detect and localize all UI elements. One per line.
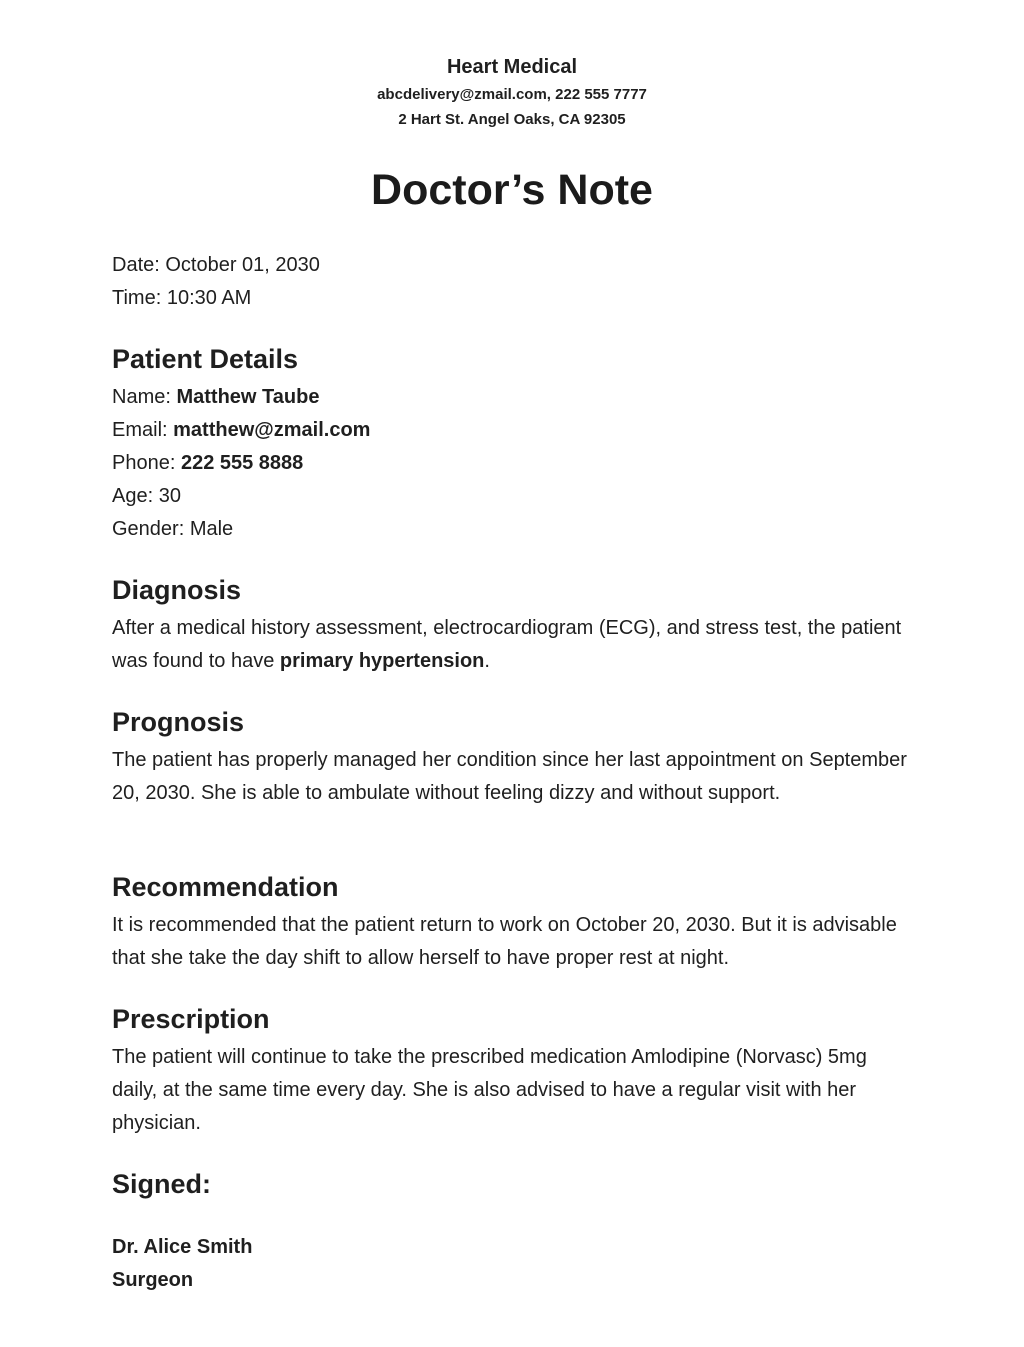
patient-phone-value: 222 555 8888 — [180, 452, 304, 474]
organization-name: Heart Medical — [446, 56, 578, 78]
patient-phone-label: Phone: — [112, 452, 181, 474]
patient-age-value: 30 — [158, 485, 181, 507]
patient-gender-value: Male — [189, 518, 234, 540]
patient-phone-line — [112, 447, 303, 480]
time-value: 10:30 AM — [166, 287, 252, 309]
organization-address: 2 Hart St. Angel Oaks, CA 92305 — [398, 111, 626, 128]
patient-details-heading: Patient Details — [112, 344, 299, 374]
recommendation-paragraph: It is recommended that the patient return to work on October 20, 2030. But it is advisable that she take the day shift to allow herself to have proper rest at night. — [112, 914, 897, 969]
patient-email-label: Email: — [112, 419, 174, 441]
diagnosis-text: After a medical history assessment, electrocardiogram (ECG), and stress test, the patient was found to have — [112, 617, 902, 672]
signer-role: Surgeon — [112, 1269, 194, 1291]
patient-gender-label: Gender: — [112, 518, 190, 540]
patient-gender-line — [112, 513, 233, 546]
patient-age-line — [112, 480, 181, 513]
prescription-paragraph: The patient will continue to take the prescribed medication Amlodipine (Norvasc) 5mg daily, at the same time every day. She is also advised to have a regular visit with her physician. — [112, 1046, 867, 1134]
organization-contact: abcdelivery@zmail.com, 222 555 7777 — [377, 86, 647, 103]
patient-email-line — [112, 414, 370, 447]
prognosis-heading: Prognosis — [112, 707, 245, 737]
diagnosis-condition: primary hypertension — [279, 650, 485, 672]
time-line — [112, 282, 251, 315]
diagnosis-paragraph — [112, 612, 917, 678]
diagnosis-text-end: . — [484, 650, 490, 672]
date-value: October 01, 2030 — [165, 254, 320, 276]
diagnosis-heading: Diagnosis — [112, 575, 242, 605]
patient-name-label: Name: — [112, 386, 177, 408]
date-label: Date: — [112, 254, 166, 276]
patient-email-value: matthew@zmail.com — [173, 419, 371, 441]
prescription-heading: Prescription — [112, 1004, 270, 1034]
signed-heading: Signed: — [112, 1169, 211, 1199]
recommendation-heading: Recommendation — [112, 872, 339, 902]
patient-name-line — [112, 381, 319, 414]
prognosis-paragraph: The patient has properly managed her condition since her last appointment on September 20, 2030. She is able to ambulate without feeling dizzy and without support. — [112, 749, 907, 804]
patient-age-label: Age: — [112, 485, 159, 507]
date-line — [112, 249, 320, 282]
time-label: Time: — [112, 287, 167, 309]
document-title: Doctor’s Note — [371, 166, 653, 214]
signer-name: Dr. Alice Smith — [112, 1236, 253, 1258]
patient-name-value: Matthew Taube — [176, 386, 320, 408]
